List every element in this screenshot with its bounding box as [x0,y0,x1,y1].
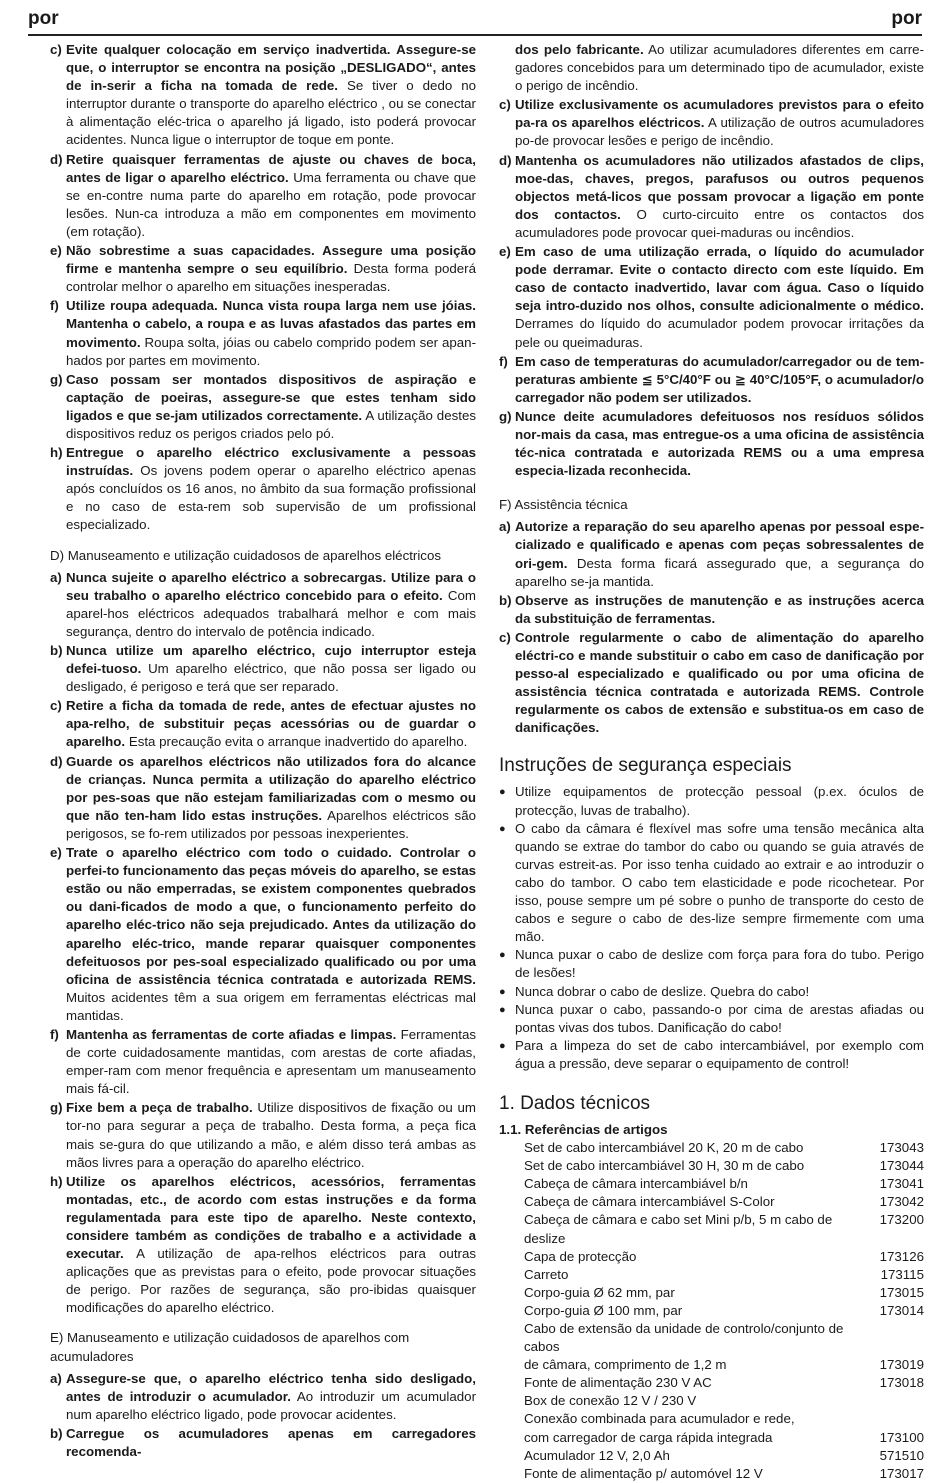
list-item-bold: Nunca utilize um aparelho eléctrico, cujo interruptor esteja defei-tuoso. [66,643,476,677]
part-name: Corpo-guia Ø 62 mm, par [524,1284,675,1300]
technical-data-title: 1. Dados técnicos [499,1092,651,1114]
part-code: 173042 [879,1194,924,1210]
list-item [499,96,924,150]
list-item-bold: Mantenha os acumuladores não utilizados afastados de clips, moe-das, chaves, pregos, parafusos ou outros pequenos objectos metá-licos que possam provocar a ligação em ponte dos contactos. [515,152,924,222]
list-item-bold: Utilize os aparelhos eléctricos, acessórios, ferramentas montadas, etc., de acordo com estas instruções e da forma regulamentada para este tipo de aparelho. Neste contexto, considere também as condições de trabalho e a actividade a executar. [66,1173,476,1262]
list-item-bold: Carregue os acumuladores apenas em carregadores recomenda- [66,1425,476,1460]
part-code: 571510 [879,1447,924,1463]
section-d-list [50,569,476,1318]
list-item [50,1173,476,1318]
bullet-item: ● O cabo da câmara é flexível mas sofre uma tensão mecânica alta quando se extrae do tambor do cabo ou quando se guia através de curvas estreit-as. Por isso tenha cuidado ao extrair e ao introduzir o cabo do tambor. O cabo tem elasticidade e pode ricochetear. Por isso, pouse sempre um pé sobre o punho de transporte do cesto de cabos e segure o cabo de des-lize sempre firmemente com uma mão. [499,820,924,947]
list-item-bold: Nunce deite acumuladores defeituosos nos resíduos sólidos nor-mais da casa, mas entregue-os a uma oficina de assistência téc-nica contratada e autorizada REMS ou a uma empresa especia-lizada reconhecida. [515,408,924,479]
list-item-bold: Autorize a reparação do seu aparelho apenas por pessoal espe-cializado e qualificado e apenas com peças sobressalentes de ori-gem. [515,519,924,571]
list-item-text: A utilização destes dispositivos reduz os perigos criados pelo pó. [66,407,476,441]
part-name: Cabeça de câmara intercambiável b/n [524,1176,748,1192]
list-marker: f) [50,1026,59,1042]
section-e-continuation [499,41,924,95]
table-row [524,1139,924,1157]
table-row [524,1465,924,1483]
list-item [50,41,476,150]
section-e-list [50,1370,476,1461]
list-item [50,444,476,534]
list-marker: a) [499,519,511,535]
list-item-text: A utilização de apa-relhos eléctricos para outras aplicações que as previstas para o efeito, pode provocar situações de perigo. Por razões de segurança, são pro-ibidas quaisquer modificações do aparelho eléctrico. [66,1246,476,1316]
list-item-text: Esta precaução evita o arranque inadvertido do aparelho. [125,734,468,750]
list-item-bold: dos pelo fabricante. [515,42,644,57]
list-marker: g) [499,408,512,424]
part-code: 173017 [879,1465,924,1481]
list-item-text: Roupa solta, jóias ou cabelo comprido podem ser apan-hados por partes em movimento. [66,334,476,368]
part-code: 173126 [879,1248,924,1264]
list-item-text: Utilize dispositivos de fixação ou um tor-no para segurar a peça de trabalho. Desta forma, a peça fica mais se-gura do que utilizando a mão, e além disso terá ambas as mãos livres para a operação do aparelho eléctrico. [66,1100,476,1170]
list-item [50,753,476,843]
list-item-bold: Observe as instruções de manutenção e as instruções acerca da substituição de ferramentas. [515,592,924,626]
bullet-item: ● Para a limpeza do set de cabo intercambiável, por exemplo com água a pressão, deve separar o equipamento de control! [499,1037,924,1073]
part-code [864,1410,924,1428]
table-row [524,1266,924,1284]
part-name: Conexão combinada para acumulador e rede, [524,1411,795,1427]
table-row [524,1211,924,1247]
table-row [524,1356,924,1374]
bullet-item: ● Nunca puxar o cabo de deslize com força para fora do tubo. Perigo de lesões! [499,946,924,982]
list-marker: f) [499,353,508,369]
list-marker: d) [499,152,512,168]
part-code: 173041 [879,1176,924,1192]
section-e-list-continued [499,96,924,480]
list-item-text: Ao utilizar acumuladores diferentes em carre-gadores concebidos para um determinado tipo de acumulador, existe o perigo de incêndio. [515,42,925,94]
list-item-text: Derrames do líquido do acumulador podem provocar irritações da pele ou queimaduras. [515,316,924,350]
list-marker: e) [50,243,62,259]
list-item-bold: Guarde os aparelhos eléctricos não utilizados fora do alcance de crianças. Nunca permita a utilização do aparelho eléctrico por pes-soas que não estejam familiarizadas com o mesmo ou que não ten-ham lido estas instruções. [66,753,476,823]
bullet-item: ● Nunca puxar o cabo, passando-o por cima de arestas afiadas ou pontas vivas dos tubos. Danificação do cabo! [499,1001,924,1037]
list-item [499,629,924,738]
list-marker: c) [50,42,62,57]
list-item [50,1425,476,1461]
section-f-heading: F) Assistência técnica [499,497,628,513]
list-marker: c) [50,698,62,714]
language-code-left: por [28,8,59,29]
list-marker: b) [50,1425,63,1441]
list-marker: c) [499,97,511,113]
part-name: Cabo de extensão da unidade de controlo/conjunto de cabos [524,1321,844,1355]
list-item-text: Se tiver o dedo no interruptor durante o transporte do aparelho eléctrico , ou se conectar à alimentação eléc-trica o aparelho já ligado, isto poderá provocar acidentes. Nunca ligue o interruptor de toque em ponte. [66,78,476,148]
special-instructions-list [499,783,924,1073]
part-code [864,1392,924,1410]
list-marker: a) [50,569,62,585]
part-code: 173043 [879,1140,924,1156]
part-name: Set de cabo intercambiável 20 K, 20 m de cabo [524,1140,804,1156]
table-row [524,1248,924,1266]
right-column [499,41,924,1483]
part-code: 173200 [879,1212,924,1228]
list-item [499,152,924,242]
list-item-text: Os jovens podem operar o aparelho eléctrico apenas após concluídos os 16 anos, no âmbito da sua formação profissional e no caso de esta-rem sob supervisão de um profissional especializado. [66,463,476,533]
list-item-text: Desta forma ficará assegurado que, a segurança do aparelho se-ja mantida. [515,555,924,589]
part-code: 173015 [879,1284,924,1300]
list-item-bold: Caso possam ser montados dispositivos de aspiração e captação de poeiras, assegure-se que estes tenham sido ligados e que se-jam utilizados correctamente. [66,371,476,423]
table-row [524,1320,924,1356]
list-item-bold: Nunca sujeite o aparelho eléctrico a sobrecargas. Utilize para o seu trabalho o aparelho eléctrico concebido para o efeito. [66,569,476,603]
section-f-list [499,518,924,737]
list-marker: b) [499,592,512,608]
list-item-text: Uma ferramenta ou chave que se en-contre numa parte do aparelho em rotação, pode provocar lesões. Nun-ca introduza a mão em componentes em movimento (em rotação). [66,169,476,239]
list-item-text: A utilização de outros acumuladores po-de provocar lesões e perigo de incêndio. [515,115,924,149]
list-marker: d) [50,753,63,769]
list-item-bold: Utilize exclusivamente os acumuladores previstos para o efeito pa-ra os aparelhos eléctricos. [515,97,924,131]
list-item-text: Desta forma poderá controlar melhor o aparelho em situações inesperadas. [66,261,476,295]
part-name: Box de conexão 12 V / 230 V [524,1393,697,1409]
part-code: 173018 [879,1375,924,1391]
part-code: 173115 [880,1266,924,1282]
list-item [50,697,476,751]
table-row [524,1284,924,1302]
list-marker: g) [50,371,63,387]
table-row [524,1302,924,1320]
list-item-bold: Assegure-se que, o aparelho eléctrico tenha sido desligado, antes de introduzir o acumulador. [66,1370,476,1404]
list-item-bold: Controle regularmente o cabo de alimentação do aparelho eléctri-co e mande substituir o cabo em caso de danificação por pesso-al especializado e qualificado ou por uma oficina de assistência técnica contratada e autorizada REMS. Controle regularmente os cabos de extensão e substitua-os em caso de danificações. [515,629,924,736]
table-row [524,1447,924,1465]
part-name: Cabeça de câmara e cabo set Mini p/b, 5 m cabo de deslize [524,1212,833,1246]
list-marker: b) [50,643,63,658]
list-item-bold: Mantenha as ferramentas de corte afiadas e limpas. [66,1026,397,1042]
list-item-bold: Retire a ficha da tomada de rede, antes de efectuar ajustes no apa-relho, de substituir peças acessórias ou de guardar o aparelho. [66,698,476,750]
section-e-heading: E) Manuseamento e utilização cuidadosos de aparelhos com acumuladores [50,1330,410,1364]
table-row [524,1175,924,1193]
part-code [864,1320,924,1356]
part-name: Fonte de alimentação 230 V AC [524,1375,712,1391]
list-item-bold: Entregue o aparelho eléctrico exclusivamente a pessoas instruídas. [66,445,476,479]
part-name: de câmara, comprimento de 1,2 m [524,1357,727,1373]
list-item [50,569,476,641]
list-marker: e) [50,845,62,861]
section-d-heading: D) Manuseamento e utilização cuidadosos de aparelhos eléctricos [50,547,441,563]
section-c-list [50,41,476,535]
part-name: Fonte de alimentação p/ automóvel 12 V [524,1465,763,1481]
list-item-bold: Fixe bem a peça de trabalho. [66,1100,253,1116]
language-code-right: por [891,8,922,29]
article-references-heading: 1.1. Referências de artigos [499,1121,668,1137]
table-row [524,1157,924,1175]
part-name: Set de cabo intercambiável 30 H, 30 m de cabo [524,1158,805,1174]
list-item [499,408,924,480]
list-item-bold: Trate o aparelho eléctrico com todo o cuidado. Controlar o perfei-to funcionamento das peças móveis do aparelho, se estas estão ou não emperradas, se existem componentes quebrados ou dani-ficados de modo a que, o funcionamento perfeito do aparelho eléc-trico não seja prejudicado. Antes da utilização do aparelho eléc-trico, mande reparar quaisquer componentes defeituosos por pes-soal especializado qualificado ou por uma oficina de assistência técnica contratada e autorizada REMS. [66,845,476,987]
list-marker: f) [50,298,59,314]
list-item-text: Com aparel-hos eléctricos adequados trabalhará melhor e com mais segurança, dentro do intervalo de potência indicado. [66,587,477,639]
part-name: Cabeça de câmara intercambiável S-Color [524,1194,775,1210]
list-item [50,1026,476,1098]
list-marker: g) [50,1100,63,1116]
list-item [50,844,476,1025]
list-item [50,1370,476,1424]
list-item [50,1099,476,1171]
list-marker: h) [50,1173,63,1189]
bullet-item: ● Nunca dobrar o cabo de deslize. Quebra do cabo! [499,983,924,1001]
list-item [499,243,924,352]
list-item [50,242,476,296]
part-name: Corpo-guia Ø 100 mm, par [524,1302,683,1318]
table-row [524,1392,924,1410]
part-code: 173019 [879,1357,924,1373]
list-marker: a) [50,1370,62,1386]
list-item [499,353,924,407]
part-code: 173014 [879,1302,924,1318]
list-item [50,151,476,241]
list-item [50,642,476,696]
table-row [524,1374,924,1392]
part-code: 173100 [879,1429,924,1445]
list-item [50,371,476,443]
part-name: Carreto [524,1266,569,1282]
list-marker: c) [499,629,511,645]
table-row [524,1410,924,1428]
list-item [50,297,476,369]
list-item-bold: Não sobrestime a suas capacidades. Assegure uma posição firme e mantenha sempre o seu equilíbrio. [66,243,476,277]
list-item-bold: Em caso de temperaturas do acumulador/carregador ou de tem-peraturas ambiente ≦ 5°C/40°F ou ≧ 40°C/105°F, o acumulador/o carregador não podem ser utilizados. [515,353,924,405]
table-row [524,1429,924,1447]
special-instructions-title: Instruções de segurança especiais [499,755,792,777]
list-marker: e) [499,244,511,260]
list-item-bold: Retire quaisquer ferramentas de ajuste ou chaves de boca, antes de ligar o aparelho eléctrico. [66,151,476,185]
list-marker: h) [50,445,63,461]
list-item-bold: Em caso de uma utilização errada, o líquido do acumulador pode derramar. Evite o contacto directo com este líquido. Em caso de contacto inadvertido, lavar com água. Caso o líquido seja intro-duzido nos olhos, consulte adicionalmente o médico. [515,244,924,314]
list-item-text: Aparelhos eléctricos são perigosos, se fo-rem utilizados por pessoas inexperientes. [66,807,476,841]
part-name: Capa de protecção [524,1248,637,1264]
list-item-text: Ao introduzir um acumulador num aparelho eléctrico ligado, pode provocar acidentes. [66,1388,476,1422]
list-item-text: O curto-circuito entre os contactos dos acumuladores pode provocar quei-maduras ou incêndios. [515,206,924,240]
list-item [499,518,924,590]
table-row [524,1193,924,1211]
list-item-text: Muitos acidentes têm a sua origem em ferramentas eléctricas mal mantidas. [66,989,476,1023]
page-header [28,4,922,36]
list-item-bold: Utilize roupa adequada. Nunca vista roupa larga nem use jóias. Mantenha o cabelo, a roupa e as luvas afastados das partes em movimento. [66,298,476,350]
part-name: com carregador de carga rápida integrada [524,1429,773,1445]
list-item-bold: Evite qualquer colocação em serviço inadvertida. Assegure-se que, o interruptor se encontra na posição „DESLIGADO“, antes de in-serir a ficha na tomada de rede. [66,42,476,94]
list-marker: d) [50,151,63,167]
bullet-item: ● Utilize equipamentos de protecção pessoal (p.ex. óculos de protecção, luvas de trabalho). [499,783,924,819]
list-item [499,592,924,628]
part-code: 173044 [879,1158,924,1174]
list-item-text: Ferramentas de corte cuidadosamente mantidas, com arestas de corte afiadas, emper-ram com menor frequência e apresentam um manuseamento mais fá-cil. [66,1026,476,1097]
article-references-table [524,1139,924,1483]
part-name: Acumulador 12 V, 2,0 Ah [524,1447,670,1463]
left-column [50,41,476,1462]
list-item-text: Um aparelho eléctrico, que não possa ser ligado ou desligado, é perigoso e terá que ser reparado. [66,661,476,695]
